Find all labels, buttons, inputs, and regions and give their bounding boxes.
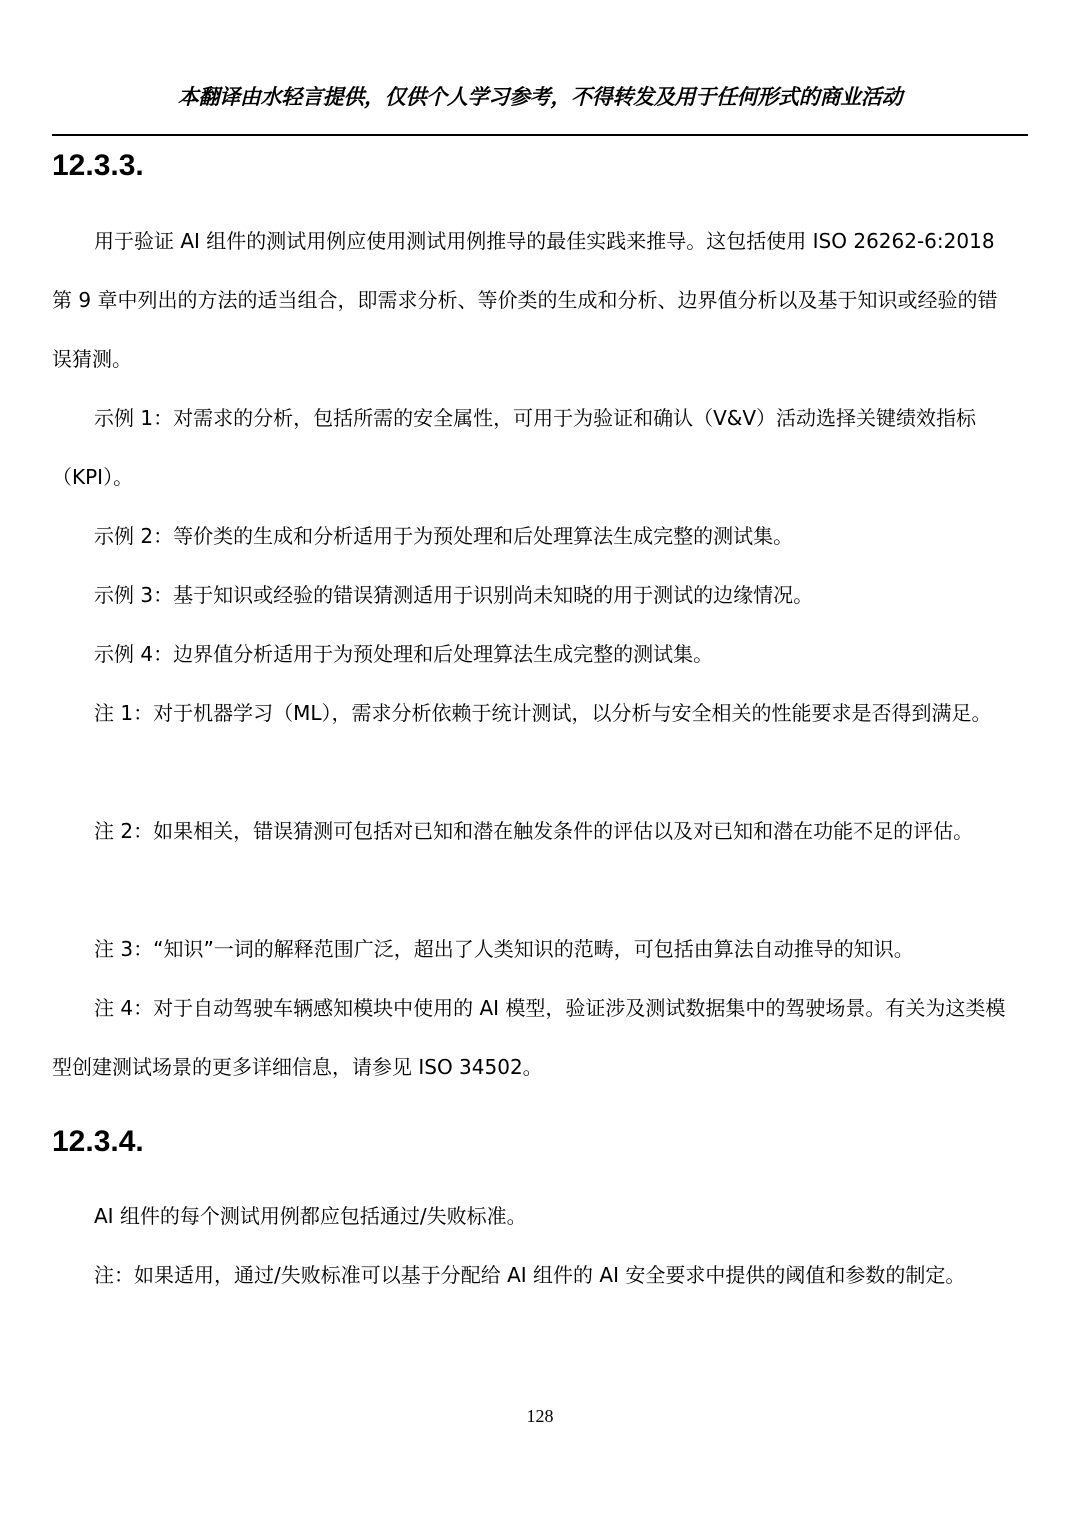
note-pass-fail — [52, 1246, 1012, 1305]
paragraph-text: 用于验证 AI 组件的测试用例应使用测试用例推导的最佳实践来推导。这包括使用 ISO 26262-6:2018 第 9 章中列出的方法的适当组合，即需求分析、等价类的生成和分析、边界值分析以及基于知识或经验的错误猜测。 — [52, 229, 998, 371]
paragraph-text: 注 1：对于机器学习（ML），需求分析依赖于统计测试，以分析与安全相关的性能要求是否得到满足。 — [94, 701, 992, 725]
header-divider — [52, 134, 1028, 136]
example-1 — [52, 389, 1012, 507]
example-3 — [52, 566, 1012, 625]
example-4 — [52, 625, 1012, 684]
example-2 — [52, 507, 1012, 566]
paragraph-text: 示例 1：对需求的分析，包括所需的安全属性，可用于为验证和确认（V&V）活动选择关键绩效指标（KPI）。 — [52, 406, 977, 489]
note-4 — [52, 979, 1012, 1097]
paragraph-text: 示例 4：边界值分析适用于为预处理和后处理算法生成完整的测试集。 — [94, 642, 714, 666]
note-2 — [52, 802, 1012, 861]
paragraph-text: 注：如果适用，通过/失败标准可以基于分配给 AI 组件的 AI 安全要求中提供的阈值和参数的制定。 — [94, 1263, 966, 1287]
page-number: 128 — [526, 1406, 554, 1426]
header-disclaimer: 本翻译由水轻言提供，仅供个人学习参考，不得转发及用于任何形式的商业活动 — [177, 85, 903, 109]
paragraph-text: AI 组件的每个测试用例都应包括通过/失败标准。 — [94, 1204, 527, 1228]
paragraph-requirement-12-3-3 — [52, 212, 1012, 389]
note-1 — [52, 684, 1012, 743]
paragraph-text: 注 3：“知识”一词的解释范围广泛，超出了人类知识的范畴，可包括由算法自动推导的知识。 — [94, 937, 914, 961]
paragraph-text: 示例 3：基于知识或经验的错误猜测适用于识别尚未知晓的用于测试的边缘情况。 — [94, 583, 814, 607]
paragraph-requirement-12-3-4 — [52, 1187, 1012, 1246]
paragraph-text: 注 2：如果相关，错误猜测可包括对已知和潜在触发条件的评估以及对已知和潜在功能不足的评估。 — [94, 819, 974, 843]
section-heading-12-3-3: 12.3.3. — [52, 149, 144, 182]
section-heading-12-3-4: 12.3.4. — [52, 1125, 144, 1158]
note-3 — [52, 920, 1012, 979]
paragraph-text: 注 4：对于自动驾驶车辆感知模块中使用的 AI 模型，验证涉及测试数据集中的驾驶场景。有关为这类模型创建测试场景的更多详细信息，请参见 ISO 34502。 — [52, 996, 1006, 1079]
paragraph-text: 示例 2：等价类的生成和分析适用于为预处理和后处理算法生成完整的测试集。 — [94, 524, 794, 548]
